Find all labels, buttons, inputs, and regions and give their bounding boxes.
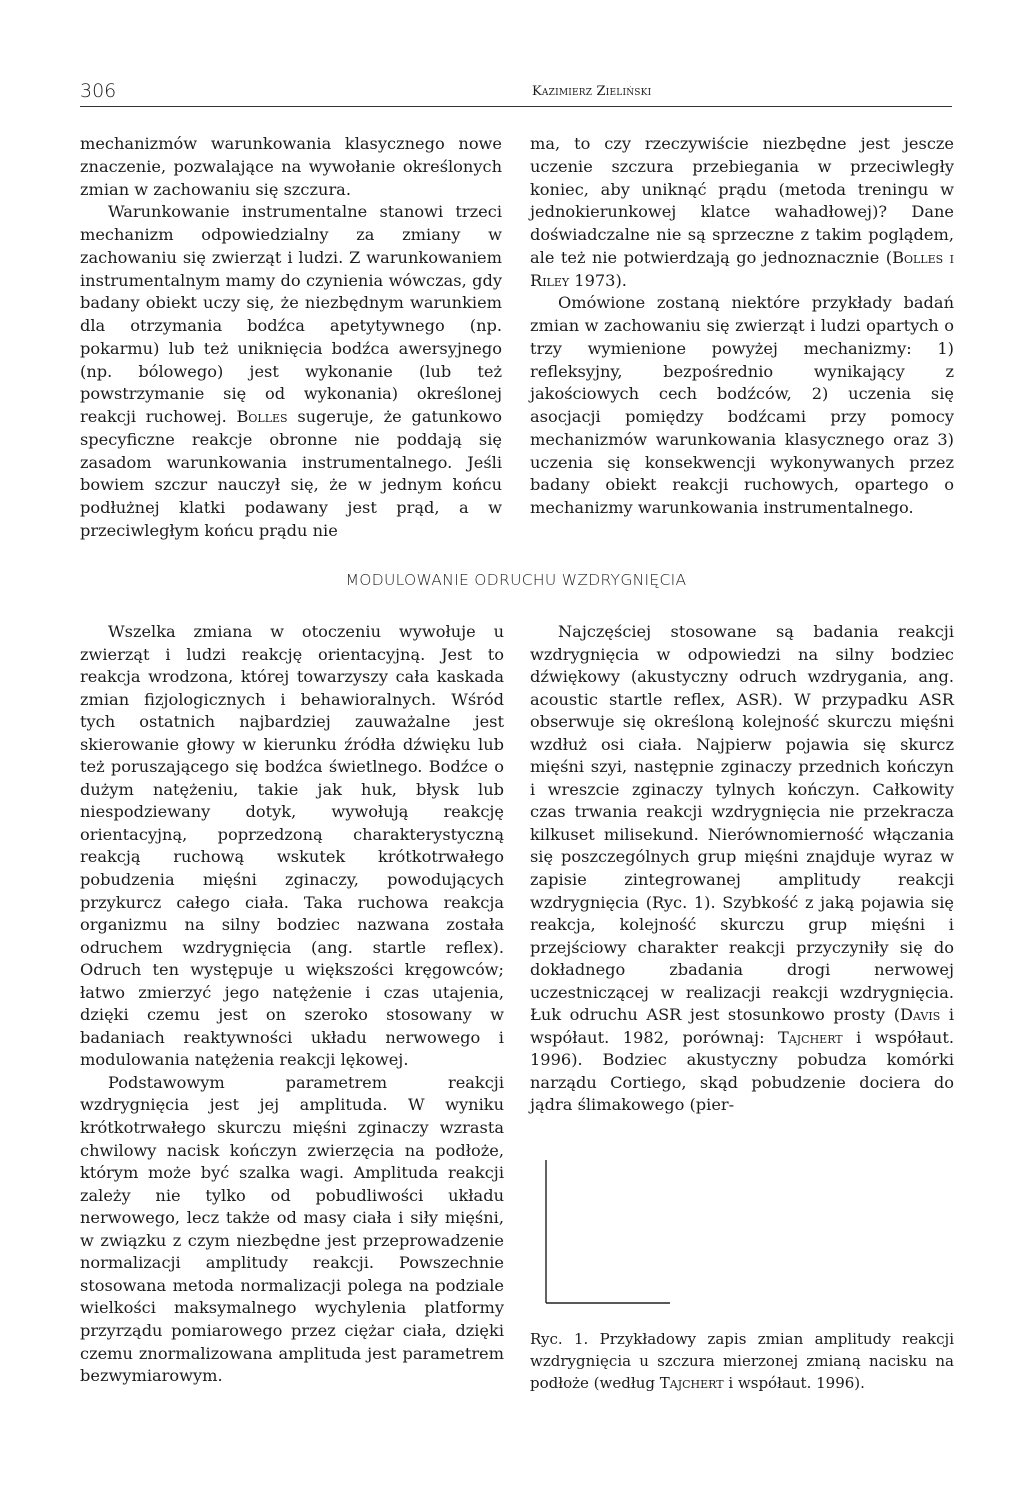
figure-plot — [530, 1148, 954, 1328]
paragraph: Podstawowym parametrem reakcji wzdrygnięcia jest jej amplituda. W wyniku krótkotrwałego skurczu mięśni zginaczy wzrasta chwilowy nacisk kończyn zwierzęcia na podłoże, którym może być szalka wagi. Amplituda reakcji zależy nie tylko od pobudliwości układu nerwowego, lecz także od masy ciała i siły mięśni, w związku z czym niezbędne jest przeprowadzenie normalizacji amplitudy reakcji. Powszechnie stosowana metoda normalizacji polega na podziale wielkości maksymalnego wychylenia platformy przyrządu pomiarowego przez ciężar ciała, dzięki czemu znormalizowana amplituda jest parametrem bezwymiarowym. — [80, 1072, 504, 1386]
paragraph: mechanizmów warunkowania klasycznego nowe znaczenie, pozwalające na wywołanie określonych zmian w zachowaniu się szczura. — [80, 134, 502, 199]
text-run: i współaut. 1996). — [723, 1374, 865, 1392]
top-right-column — [530, 133, 954, 520]
author-citation: Bolles i Riley — [530, 247, 954, 290]
text-run: Najczęściej stosowane są badania reakcji wzdrygnięcia w odpowiedzi na silny bodziec dźwiękowy (akustyczny odruch wzdrygania, ang. acoustic startle reflex, ASR). W przypadku ASR obserwuje się określoną kolejność skurczu mięśni wzdłuż osi ciała. Najpierw pojawia się skurcz mięśni szyi, następnie zginaczy przednich kończyn i wreszcie zginaczy tylnych kończyn. Całkowity czas trwania reakcji wzdrygnięcia nie przekracza kilkuset milisekund. Nierównomierność włączania się poszczególnych grup mięśni znajduje wyraz w zapisie zintegrowanej amplitudy reakcji wzdrygnięcia (Ryc. 1). Szybkość z jaką pojawia się reakcja, kolejność skurczu grup mięśni i przejściowy charakter reakcji przyczyniły się do dokładnego zbadania drogi nerwowej uczestniczącej w realizacji reakcji wzdrygnięcia. Łuk odruchu ASR jest stosunkowo prosty ( — [530, 622, 954, 1025]
paragraph: Omówione zostaną niektóre przykłady badań zmian w zachowaniu się zwierząt i ludzi opartych o trzy wymienione powyżej mechanizmy: 1) refleksyjny, bezpośrednio wynikający z jakościowych cech bodźców, 2) uczenia się asocjacji pomiędzy bodźcami przy pomocy mechanizmów warunkowania klasycznego oraz 3) uczenia się konsekwencji wykonywanych przez badany obiekt reakcji ruchowych, opartego o mechanizmy warunkowania instrumentalnego. — [530, 293, 954, 517]
paragraph — [80, 201, 502, 542]
text-run: i współaut. 1982, porównaj: — [530, 1005, 954, 1047]
author-citation: Tajchert — [659, 1374, 724, 1392]
text-run: ma, to czy rzeczywiście niezbędne jest jescze uczenie szczura przebiegania w przeciwległy koniec, aby uniknąć prądu (metoda treningu w jednokierunkowej klatce wahadłowej)? Dane doświadczalne nie są sprzeczne z takim poglądem, ale też nie potwierdzają go jednoznacznie ( — [530, 134, 954, 267]
paragraph — [530, 133, 954, 292]
page-number: 306 — [80, 80, 117, 102]
author-citation: Davis — [900, 1005, 941, 1025]
top-left-column — [80, 133, 502, 543]
paragraph — [530, 621, 954, 1117]
figure-1 — [530, 1148, 954, 1328]
figure-caption — [530, 1328, 954, 1394]
text-run: Warunkowanie instrumentalne stanowi trzeci mechanizm odpowiedzialny za zmiany w zachowaniu się zwierząt i ludzi. Z warunkowaniem instrumentalnym mamy do czynienia wówczas, gdy badany obiekt uczy się, że niezbędnym warunkiem dla otrzymania bodźca apetytywnego (np. pokarmu) lub też uniknięcia bodźca awersyjnego (np. bólowego) jest wykonanie (lub też powstrzymanie się od wykonania) określonej reakcji ruchowej. — [80, 202, 502, 426]
text-run: i współaut. 1996). Bodziec akustyczny pobudza komórki narządu Cortiego, skąd pobudzenie dociera do jądra ślimakowego (pier- — [530, 1027, 954, 1115]
author-citation: Tajchert — [778, 1027, 843, 1047]
author-citation: Bolles — [236, 407, 288, 426]
paragraph: Wszelka zmiana w otoczeniu wywołuje u zwierząt i ludzi reakcję orientacyjną. Jest to reakcja wrodzona, której towarzyszy cała kaskada zmian fizjologicznych i behawioralnych. Wśród tych ostatnich najbardziej zauważalne jest skierowanie głowy w kierunku źródła dźwięku lub też poruszającego się bodźca świetlnego. Bodźce o dużym natężeniu, takie jak huk, błysk lub niespodziewany dotyk, wywołują reakcję orientacyjną, poprzedzoną charakterystyczną reakcją ruchową wskutek krótkotrwałego pobudzenia mięśni zginaczy, powodujących przykurcz całego ciała. Taka ruchowa reakcja organizmu na silny bodziec nazwana została odruchem wzdrygnięcia (ang. startle reflex). Odruch ten występuje u większości kręgowców; łatwo zmierzyć jego natężenie i czas utajenia, dzięki czemu jest on szeroko stosowany w badaniach reaktywności układu nerwowego i modulowania natężenia reakcji lękowej. — [80, 622, 504, 1070]
bottom-left-column — [80, 621, 504, 1388]
text-run: 1973). — [569, 270, 627, 290]
text-run: Ryc. 1. Przykładowy zapis zmian amplitudy reakcji wzdrygnięcia u szczura mierzonej zmianą nacisku na podłoże (według — [530, 1330, 954, 1392]
bottom-right-column — [530, 621, 954, 1117]
text-run: sugeruje, że gatunkowo specyficzne reakcje obronne nie poddają się zasadom warunkowania instrumentalnego. Jeśli bowiem szczur nauczył się, że w jednym końcu podłużnej klatki podawany jest prąd, a w przeciwległym końcu prądu nie — [80, 407, 502, 540]
running-head-author: Kazimierz Zieliński — [532, 84, 652, 99]
running-header — [80, 80, 952, 107]
section-heading: MODULOWANIE ODRUCHU WZDRYGNIĘCIA — [345, 571, 687, 589]
